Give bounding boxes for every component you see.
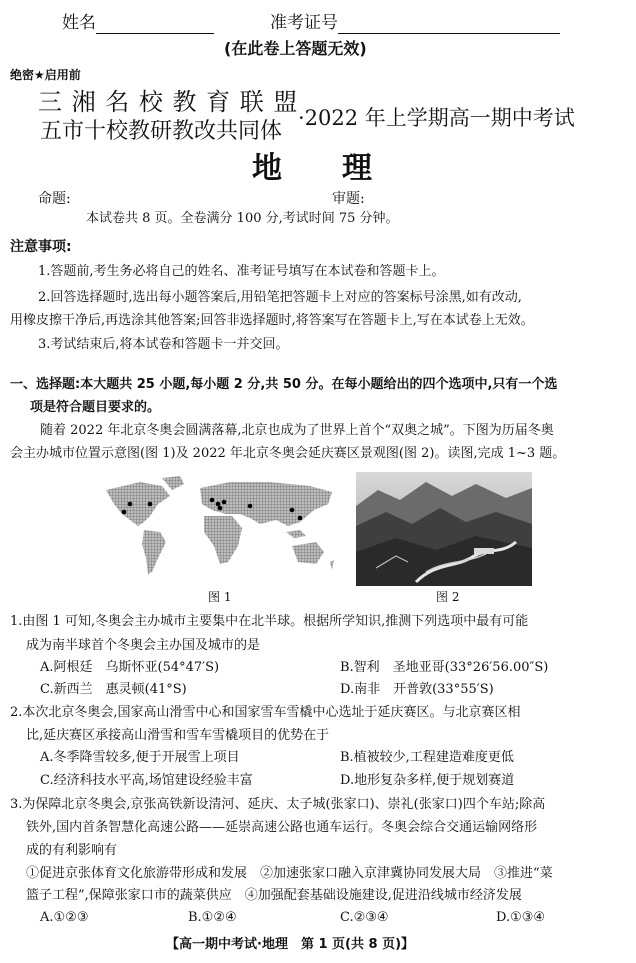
alliance-line1: 三 湘 名 校 教 育 联 盟 (38, 88, 299, 116)
question-stem: 1.由图 1 可知,冬奥会主办城市主要集中在北半球。根据所学知识,推测下列选项中最有可能 (10, 614, 529, 629)
figure1-caption: 图 1 (208, 590, 232, 604)
question-stem: 铁外,国内首条智慧化高速公路——延崇高速公路也通车运行。冬奥会综合交通运输网络形 (26, 820, 538, 835)
host-city-dot (216, 502, 221, 507)
option-c: C.新西兰 惠灵顿(41°S) (40, 682, 187, 697)
question-statements: 篮子工程”,保障张家口市的蔬菜供应 ④加强配套基础设施建设,促进沿线城市经济发展 (26, 888, 522, 903)
page-footer: 【高一期中考试·地理 第 1 页(共 8 页)】 (166, 937, 415, 952)
name-blank (96, 15, 214, 34)
exam-no-blank (338, 15, 560, 34)
note-item: 2.回答选择题时,选出每小题答案后,用铅笔把答题卡上对应的答案标号涂黑,如有改动, (38, 290, 522, 305)
figure2-landscape-photo (356, 472, 532, 586)
host-city-dot (218, 506, 223, 511)
question-stem: 3.为保障北京冬奥会,京张高铁新设清河、延庆、太子城(张家口)、崇礼(张家口)四个车站;除高 (10, 797, 546, 812)
exam-title: ·2022 年上学期高一期中考试 (298, 106, 575, 130)
name-field-row (62, 12, 214, 34)
question-stem: 2.本次北京冬奥会,国家高山滑雪中心和国家雪车雪橇中心选址于延庆赛区。与北京赛区相 (10, 705, 521, 720)
exam-no-label: 准考证号 (270, 13, 338, 33)
question-statements: ①促进京张体育文化旅游带形成和发展 ②加速张家口融入京津冀协同发展大局 ③推进“菜 (26, 866, 553, 881)
question-stem: 比,延庆赛区承接高山滑雪和雪车雪橇项目的优势在于 (26, 728, 330, 743)
option-b: B.植被较少,工程建造难度更低 (340, 750, 514, 765)
subject-title: 地 理 (252, 151, 372, 186)
option-a: A.冬季降雪较多,便于开展雪上项目 (40, 750, 240, 765)
figure2-caption: 图 2 (436, 590, 460, 604)
note-item: 1.答题前,考生务必将自己的姓名、准考证号填写在本试卷和答题卡上。 (38, 264, 445, 279)
exam-no-field-row (270, 12, 560, 34)
note-item: 用橡皮擦干净后,再选涂其他答案;回答非选择题时,将答案写在答题卡上,写在本试卷上无效。 (10, 313, 534, 328)
host-city-dot (298, 516, 303, 521)
section-title-line1: 一、选择题:本大题共 25 小题,每小题 2 分,共 50 分。在每小题给出的四个选项中,只有一个选 (10, 377, 558, 392)
landscape-photo-svg (356, 472, 532, 586)
host-city-dot (128, 502, 133, 507)
setter-label: 命题: (38, 191, 71, 207)
name-label: 姓名 (62, 13, 96, 33)
host-city-dot (210, 498, 215, 503)
host-city-dot (122, 510, 127, 515)
section-title-line2: 项是符合题目要求的。 (30, 400, 161, 415)
world-map-svg (100, 474, 342, 584)
intro-line2: 会主办城市位置示意图(图 1)及 2022 年北京冬奥会延庆赛区景观图(图 2)。读图,完成 1~3 题。 (10, 446, 566, 461)
option-b: B.①②④ (188, 910, 237, 925)
intro-line1: 随着 2022 年北京冬奥会圆满落幕,北京也成为了世界上首个“双奥之城”。下图为历届冬奥 (40, 423, 554, 438)
alliance-line2: 五市十校教研教改共同体 (40, 119, 283, 144)
notes-heading: 注意事项: (10, 239, 72, 255)
host-city-dot (222, 500, 227, 505)
exam-info: 本试卷共 8 页。全卷满分 100 分,考试时间 75 分钟。 (86, 211, 399, 226)
note-item: 3.考试结束后,将本试卷和答题卡一并交回。 (38, 337, 289, 352)
option-c: C.经济科技水平高,场馆建设经验丰富 (40, 773, 253, 788)
figure1-world-map (100, 474, 342, 584)
question-stem: 成的有利影响有 (26, 843, 118, 858)
option-d: D.南非 开普敦(33°55′S) (340, 682, 494, 697)
host-city-dot (248, 504, 253, 509)
option-d: D.①③④ (496, 910, 546, 925)
option-c: C.②③④ (340, 910, 389, 925)
option-b: B.智利 圣地亚哥(33°26′56.00″S) (340, 660, 549, 675)
question-stem: 成为南半球首个冬奥会主办国及城市的是 (26, 638, 261, 653)
secret-label: 绝密★启用前 (10, 68, 81, 82)
option-d: D.地形复杂多样,便于规划赛道 (340, 773, 515, 788)
option-a: A.阿根廷 乌斯怀亚(54°47′S) (40, 660, 220, 675)
host-city-dot (148, 502, 153, 507)
host-city-dot (290, 508, 295, 513)
invalid-note: (在此卷上答题无效) (224, 39, 367, 58)
reviewer-label: 审题: (332, 191, 365, 207)
option-a: A.①②③ (40, 910, 89, 925)
